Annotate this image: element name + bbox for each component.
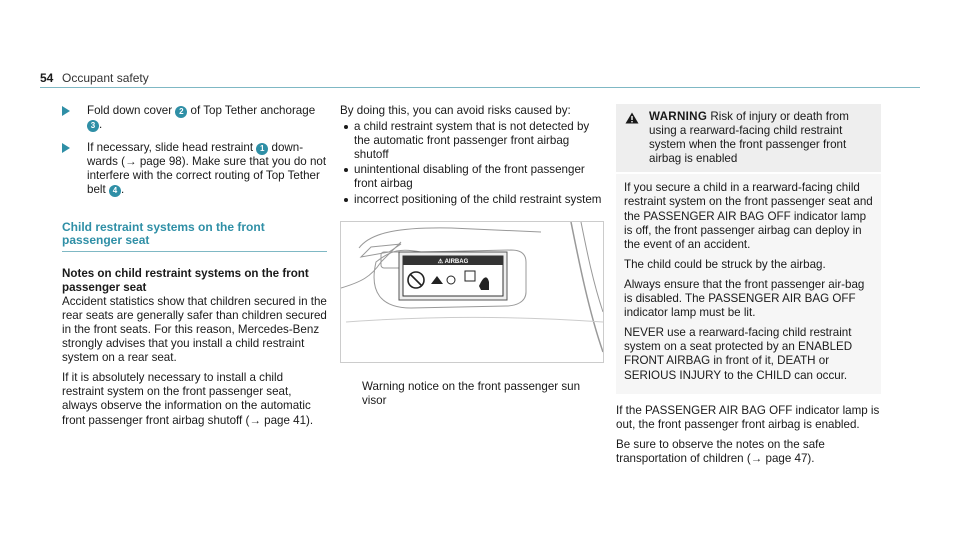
callout-badge: 2: [175, 106, 187, 118]
step-text: .: [99, 118, 103, 132]
risk-list: [340, 120, 605, 207]
warning-paragraph: Always ensure that the front passenger air-bag is disabled. The PASSENGER AIR BAG OFF indicator lamp must be lit.: [624, 277, 865, 320]
body-paragraph: If the PASSENGER AIR BAG OFF indicator lamp is out, the front passenger front airbag is enabled.: [616, 403, 880, 431]
body-paragraph: Accident statistics show that children secured in the rear seats are generally safer than children secured in the front seats. For this reason, Mercedes-Benz strongly advises that you install a child restraint system on a rear seat.: [62, 294, 327, 365]
column-left: [62, 104, 327, 434]
list-item: a child restraint system that is not detected by the automatic front passenger front airbag shutoff: [340, 120, 605, 162]
callout-badge: 3: [87, 120, 99, 132]
warning-paragraph: The child could be struck by the airbag.: [624, 257, 826, 271]
section-title: Occupant safety: [62, 71, 149, 85]
section-heading: Child restraint systems on the front passenger seat: [62, 221, 327, 252]
callout-badge: 1: [256, 143, 268, 155]
sun-visor-drawing: [341, 222, 603, 362]
instruction-step: [62, 141, 327, 197]
figure-caption: Warning notice on the front passenger sun visor: [362, 379, 581, 407]
list-item: unintentional disabling of the front passenger front airbag: [340, 163, 605, 191]
page-number: 54: [40, 71, 54, 85]
warning-label: WARNING: [649, 110, 708, 123]
header-divider: [40, 87, 920, 88]
body-paragraph: Be sure to observe the notes on the safe transportation of children (→ page 47).: [616, 437, 825, 465]
step-text: Fold down cover: [87, 104, 173, 117]
warning-box: [616, 104, 881, 172]
warning-title-text: Risk of injury or death from using a rearward-facing child restraint system when the front passenger front airbag is enabled: [649, 110, 849, 166]
warning-body: [616, 174, 881, 393]
warning-paragraph: If you secure a child in a rearward-facing child restraint system on the front passenger seat and the PASSENGER AIR BAG OFF indicator lamp is off, the front passenger airbag can deploy in the event of an accident.: [624, 181, 873, 251]
column-right: [616, 104, 881, 472]
step-text: If necessary, slide head restraint: [87, 141, 254, 155]
list-item: incorrect positioning of the child restraint system: [340, 193, 605, 207]
warning-paragraph: NEVER use a rearward-facing child restraint system on a seat protected by an ENABLED FRONT AIRBAG in front of it, DEATH or SERIOUS INJURY to the CHILD can occur.: [624, 326, 853, 382]
body-paragraph: If it is absolutely necessary to install a child restraint system on the front passenger seat, always observe the information on the automatic front passenger front airbag shutoff (→ page 41).: [62, 371, 314, 427]
step-text: .: [120, 183, 125, 197]
step-arrow-icon: [62, 143, 70, 153]
callout-badge: 4: [109, 185, 121, 197]
sun-visor-illustration: [340, 221, 604, 363]
step-text: of Top Tether anchorage: [190, 104, 316, 117]
subsection-heading: Notes on child restraint systems on the front passenger seat: [62, 266, 309, 294]
warning-title: [624, 110, 873, 166]
intro-text: By doing this, you can avoid risks caused by:: [340, 104, 571, 117]
airbag-label: ⚠ AIRBAG: [437, 258, 469, 265]
step-arrow-icon: [62, 106, 70, 116]
step-text: down-wards (→ page 98). Make sure that you do not interfere with the correct routing of Top Tether belt: [87, 141, 327, 197]
instruction-step: [62, 104, 327, 132]
warning-triangle-icon: [625, 112, 639, 124]
column-middle: [340, 104, 605, 408]
